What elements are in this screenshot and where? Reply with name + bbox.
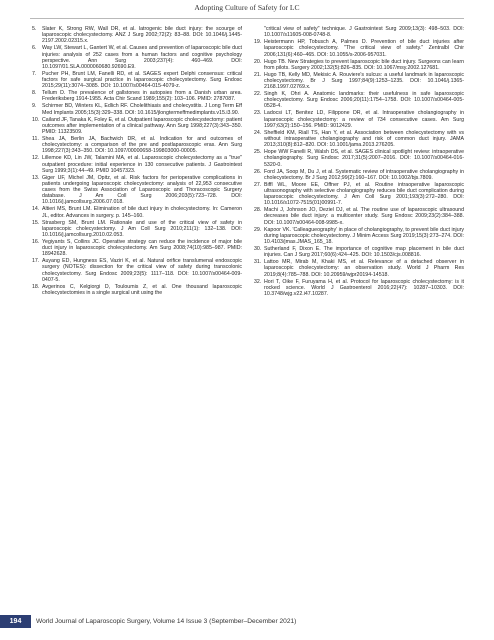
- reference-item: [254, 279, 464, 297]
- page-number-badge: 194: [0, 615, 31, 628]
- reference-text: Avgerinos C, Kelgiorgi D, Touloumis Z, et al. One thousand laparoscopic cholecystectomies in a single surgical unit using the: [42, 283, 242, 296]
- reference-item: [254, 227, 464, 245]
- reference-text: Sheffield KM, Riall TS, Han Y, et al. Association between cholecystectomy with vs without intraoperative cholangiography and risk of common duct injury. JAMA 2013;310(8):812–820. DOI: 10.1001/jama.2013.276205.: [264, 129, 464, 149]
- reference-item: [254, 39, 464, 57]
- header-divider: [30, 18, 464, 19]
- reference-item: [32, 90, 242, 102]
- reference-text: Slater K, Strong RW, Wall DR, et al. Iatrogenic bile duct injury: the scourge of laparoscopic cholecystectomy. ANZ J Surg 2002;72(2): 83–88. DOI: 10.1046/j.1445-2197.2002.02315.x.: [42, 26, 242, 45]
- journal-citation: World Journal of Laparoscopic Surgery, Volume 14 Issue 3 (September–December 2021): [36, 618, 297, 625]
- reference-text: Pucher PH, Brunt LM, Fanelli RD, et al. SAGES expert Delphi consensus: critical factors for safe surgical practice in laparoscopic cholecystectomy. Surg Endosc 2015;29(11):3074–3085. DOI: 10.1007/s00464-015-4079-z.: [42, 70, 242, 90]
- reference-number: 7.: [32, 70, 37, 77]
- reference-text: Singh K, Ohri A. Anatomic landmarks: their usefulness in safe laparoscopic cholecystectomy. Surg Endosc 2006;20(11):1754–1758. DOI: 10.1007/s00464-005-0528-4.: [264, 91, 464, 110]
- reference-item: [32, 45, 242, 70]
- reference-text: Auyang ED, Hungness ES, Vaziri K, et al. Natural orifice translumenal endoscopic surgery (NOTES): dissection for the critical view of safety during transcolonic cholecystectomy. Surg Endosc 2009;23(5): 1117–118. DOI: 10.1007/s00464-009-0407-5.: [42, 258, 242, 283]
- reference-number: 29.: [254, 226, 262, 233]
- reference-item: [254, 207, 464, 225]
- reference-item: [254, 149, 464, 167]
- reference-number: 27.: [254, 181, 262, 188]
- reference-item: [32, 136, 242, 154]
- reference-item: [254, 169, 464, 181]
- reference-text: Hope WW Fanelli R, Walsh DS, et al. SAGES clinical spotlight review: intraoperative cholangiography. Surg Endosc 2017;31(5):2007–2016. DOI: 10.1007/s00464-016-5320-0.: [264, 149, 464, 168]
- reference-item: [32, 117, 242, 135]
- reference-number: 19.: [254, 39, 262, 46]
- reference-number: 8.: [32, 90, 37, 97]
- reference-text: Way LW, Stewart L, Gantert W, et al. Causes and prevention of laparoscopic bile duct injuries: analysis of 252 cases from a human factors and cognitive psychology perspective. Ann Surg 2003;237(4): 460–469. DOI: 10.1097/01.SLA.0000060680.92690.E9.: [42, 45, 242, 70]
- reference-item: [254, 110, 464, 128]
- reference-number: [254, 26, 264, 38]
- reference-text: Yegiyants S, Collins JC. Operative strategy can reduce the incidence of major bile duct injury in laparoscopic cholecystectomy. Am Surg 2008;74(10):985–987. PMID: 18942628.: [42, 238, 242, 258]
- reference-item: [254, 26, 464, 38]
- reference-item: [254, 246, 464, 258]
- reference-item: [32, 103, 242, 115]
- reference-text: Schirmer BD, Winters KL, Edlich RF. Cholelithiasis and cholecystitis. J Long Term Eff Med Implants 2005;15(3):329–338. DOI: 10.1615/jlongtermeffmedimplants.v15.i3.90.: [42, 103, 242, 116]
- reference-number: 11.: [32, 136, 39, 142]
- reference-item: [32, 284, 242, 296]
- reference-item: [32, 239, 242, 257]
- reference-item: [254, 182, 464, 207]
- reference-text: Strasberg SM, Brunt LM. Rationale and use of the critical view of safety in laparoscopic cholecystectomy. J Am Coll Surg 2010;211(1): 132–138. DOI: 10.1016/j.jamcollsurg.2010.02.053.: [42, 219, 242, 238]
- page-footer: [0, 615, 494, 628]
- reference-number: 30.: [254, 246, 262, 252]
- reference-item: [32, 206, 242, 218]
- reference-number: 24.: [254, 129, 262, 136]
- reference-text: Cailand JF, Tanaka K, Foley E, et al. Outpatient laparoscopic cholecystectomy: patient outcomes after implementation of a clinical pathway. Ann Surg 1998;227(3):343–350. PMID: 11323509.: [42, 116, 242, 135]
- reference-number: 9.: [32, 103, 37, 110]
- reference-text: Lillemoe KD, Lin JW, Talamini MA, et al. Laparoscopic cholecystectomy as a "true" outpatient procedure: initial experience in 130 consecutive patients. J Gastrointest Surg 1999;3(1):44–49. PMID 10457323.: [42, 155, 242, 174]
- reference-text: Biffl WL, Moore EE, Offner PJ, et al. Routine intraoperative laparoscopic ultrasonography with selective cholangiography reduces bile duct complication during laparoscopic cholecystectomy. J Am Coll Surg 2001;193(3):272–280. DOI: 10.1016/s1072-7515(01)00991-7.: [264, 181, 464, 207]
- reference-number: 26.: [254, 168, 262, 175]
- reference-number: 18.: [32, 283, 40, 290]
- reference-number: 32.: [254, 278, 262, 285]
- reference-number: 22.: [254, 91, 262, 98]
- reference-text: Ford JA, Soop M, Du J, et al. Systematic review of intraoperative cholangiography in cholecystectomy. Br J Surg 2012;99(2):160–167. DOI: 10.1002/bjs.7809.: [264, 168, 464, 181]
- reference-column-right: [254, 26, 464, 586]
- reference-number: 13.: [32, 174, 40, 181]
- reference-column-left: [32, 26, 242, 586]
- reference-number: 21.: [254, 71, 262, 78]
- reference-number: 20.: [254, 58, 262, 65]
- reference-number: 10.: [32, 116, 40, 123]
- reference-text: Kapoor VK. 'Calleagueography' in place of cholangiography, to prevent bile duct injury during laparoscopic cholecystectomy. J Minim Access Surg 2019;15(3):273–274. DOI: 10.4103/jmas.JMAS_165_18.: [264, 226, 464, 245]
- reference-number: 6.: [32, 45, 37, 52]
- reference-text: Lattoo MR, Mirab M, Khaki MS, et al. Relevance of a detached observer in laparoscopic cholecystectomy: an observation study. World J Pharm Res 2019;8(4):785–788. DOI: 10.20959/wjpr20194-14518.: [264, 259, 464, 278]
- reference-text: Tellum D. The prevalence of gallstones in autopsies from a Danish urban area. Frederiksberg 1914-1955. Acta Chir Scand 1989;155(2): 103–106. PMID: 2787087.: [42, 90, 242, 103]
- reference-item: [32, 220, 242, 238]
- reference-item: [32, 258, 242, 283]
- reference-text: Hugo TB, Kelly MD, Mekisic A. Rouviere's sulcus: a useful landmark in laparoscopic cholecystectomy. Br J Surg 1997;84(9):1253–1235. DOI: 10.1046/j.1365-2168.1997.02769.x.: [264, 71, 464, 91]
- running-header: Adopting Culture of Safety for LC: [194, 3, 300, 12]
- reference-number: 5.: [32, 26, 37, 32]
- reference-number: 28.: [254, 207, 262, 214]
- reference-item: [254, 130, 464, 148]
- reference-number: 12.: [32, 155, 40, 162]
- reference-text: Shea JA, Berlin JA, Bachwich DR, et al. Indication for and outcomes of cholecystectomy: a comparison of the pre and postlaparoscopic eras. Ann Surg 1998;227(3):343–350. DOI: 10.1097/00000658-199803000-00005.: [42, 136, 242, 155]
- reference-item: [32, 26, 242, 44]
- reference-number: 23.: [254, 110, 262, 117]
- reference-columns: [32, 26, 464, 586]
- reference-text: Hori T, Oike F, Furuyama H, et al. Protocol for laparoscopic cholecystectomy: is it rocked science. World J Gastroenterol 2016;22(47): 10287–10303. DOI: 10.3748/wjg.v22.i47.10287.: [264, 278, 464, 297]
- reference-item: [254, 259, 464, 277]
- reference-item: [32, 71, 242, 89]
- reference-item: [254, 91, 464, 109]
- reference-number: 31.: [254, 259, 262, 266]
- reference-text: Altieri MS, Brunt LM. Elimination of bile duct injury in cholecystectomy. In: Cameron JL, editor. Advances in surgery. p. 145–160.: [42, 206, 242, 219]
- reference-item: [254, 59, 464, 71]
- reference-text: Machi J, Johnson JO, Deziel DJ, et al. The routine use of laparoscopic ultrasound decreases bile duct injury: a multicenter study. Surg Endosc 2009;23(2):384–388. DOI: 10.1007/s00464-008-9985-x.: [264, 207, 464, 226]
- reference-number: 25.: [254, 149, 262, 156]
- reference-text: Ladocsi LT, Benitez LD, Filippone DR, et al. Intraoperative cholangiography in laparoscopic cholecystectomy: a review of 734 consecutive cases. Am Surg 1997;63(2):150–156. PMID: 9012429.: [264, 110, 464, 129]
- reference-item: [32, 155, 242, 173]
- reference-number: 14.: [32, 206, 40, 213]
- reference-number: 16.: [32, 238, 40, 245]
- reference-text: Heistermann HP, Tobusch A, Palmes D. Prevention of bile duct injuries after laparoscopic cholecystectomy. "The critical view of safety." Zentralbl Chir 2006;131(6):460–465. DOI: 10.1055/s-2006-957031.: [264, 39, 464, 58]
- reference-text: Hugo TB. New Strategies to prevent laparoscopic bile duct injury. Surgeons can learn from pilots. Surgery 2002;132(5):826–835. DOI: 10.1067/msy.2002.127681.: [264, 58, 464, 71]
- reference-text: Sutherland F, Dixon E. The importance of cognitive map placement in bile duct injuries. Can J Surg 2017;60(6):424–425. DOI: 10.1503/cjs.008816.: [264, 246, 464, 259]
- reference-text: "critical view of safety" technique. J Gastrointest Surg 2009;13(3): 498–503. DOI: 10.1007/s11605-008-0748-8.: [264, 26, 464, 39]
- reference-number: 15.: [32, 219, 40, 226]
- reference-number: 17.: [32, 258, 40, 265]
- reference-text: Giger UF, Michel JM, Opitz, et al. Risk factors for perioperative complications in patients undergoing laparoscopic cholecystectomy: analysis of 22,953 consecutive cases from the Swiss Association of Laparoscopic and Thoracoscopic Surgery database. J Am Coll Surg 2006;203(5):723–728. DOI: 10.1016/j.jamcollsurg.2006.07.018.: [42, 174, 242, 206]
- reference-item: [32, 175, 242, 206]
- reference-item: [254, 72, 464, 90]
